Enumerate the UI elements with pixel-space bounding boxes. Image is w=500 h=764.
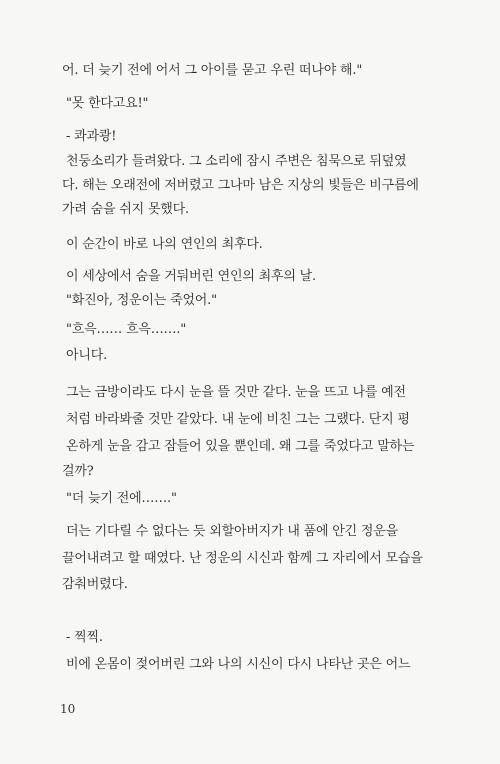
text-line-9: "화진아, 정운이는 죽었어." bbox=[66, 293, 217, 308]
text-line-13: 처럼 바라봐줄 것만 같았다. 내 눈에 비친 그는 그랬다. 단지 평 bbox=[66, 412, 410, 427]
text-line-7: 이 순간이 바로 나의 연인의 최후다. bbox=[66, 237, 263, 252]
text-line-11: 아니다. bbox=[66, 348, 108, 363]
page-number: 10 bbox=[60, 702, 76, 716]
text-line-12: 그는 금방이라도 다시 눈을 뜰 것만 같다. 눈을 뜨고 나를 예전 bbox=[66, 385, 406, 400]
text-line-20: - 찍찍. bbox=[66, 630, 103, 645]
text-line-16: "더 늦기 전에……." bbox=[66, 491, 177, 506]
text-line-19: 감춰버렸다. bbox=[62, 577, 128, 592]
text-line-6: 가려 숨을 쉬지 못했다. bbox=[62, 202, 189, 217]
text-line-18: 끌어내려고 할 때였다. 난 정운의 시신과 함께 그 자리에서 모습을 bbox=[62, 551, 423, 566]
text-line-10: "흐윽…… 흐윽……." bbox=[66, 322, 187, 337]
text-line-5: 다. 해는 오래전에 저버렸고 그나마 남은 지상의 빛들은 비구름에 bbox=[62, 178, 419, 193]
text-line-14: 온하게 눈을 감고 잠들어 있을 뿐인데. 왜 그를 죽었다고 말하는 bbox=[66, 439, 415, 454]
text-line-4: 천둥소리가 들려왔다. 그 소리에 잠시 주변은 침묵으로 뒤덮였 bbox=[66, 154, 407, 169]
text-line-3: - 콰과쾅! bbox=[66, 129, 117, 144]
text-line-15: 걸까? bbox=[62, 464, 94, 479]
text-line-8: 이 세상에서 숨을 거둬버린 연인의 최후의 날. bbox=[66, 269, 316, 284]
text-line-2: "못 한다고요!" bbox=[66, 96, 149, 111]
text-line-1: 어. 더 늦기 전에 어서 그 아이를 묻고 우린 떠나야 해." bbox=[62, 63, 363, 78]
text-line-17: 더는 기다릴 수 없다는 듯 외할아버지가 내 품에 안긴 정운을 bbox=[66, 524, 398, 539]
text-line-21: 비에 온몸이 젖어버린 그와 나의 시신이 다시 나타난 곳은 어느 bbox=[66, 657, 411, 672]
